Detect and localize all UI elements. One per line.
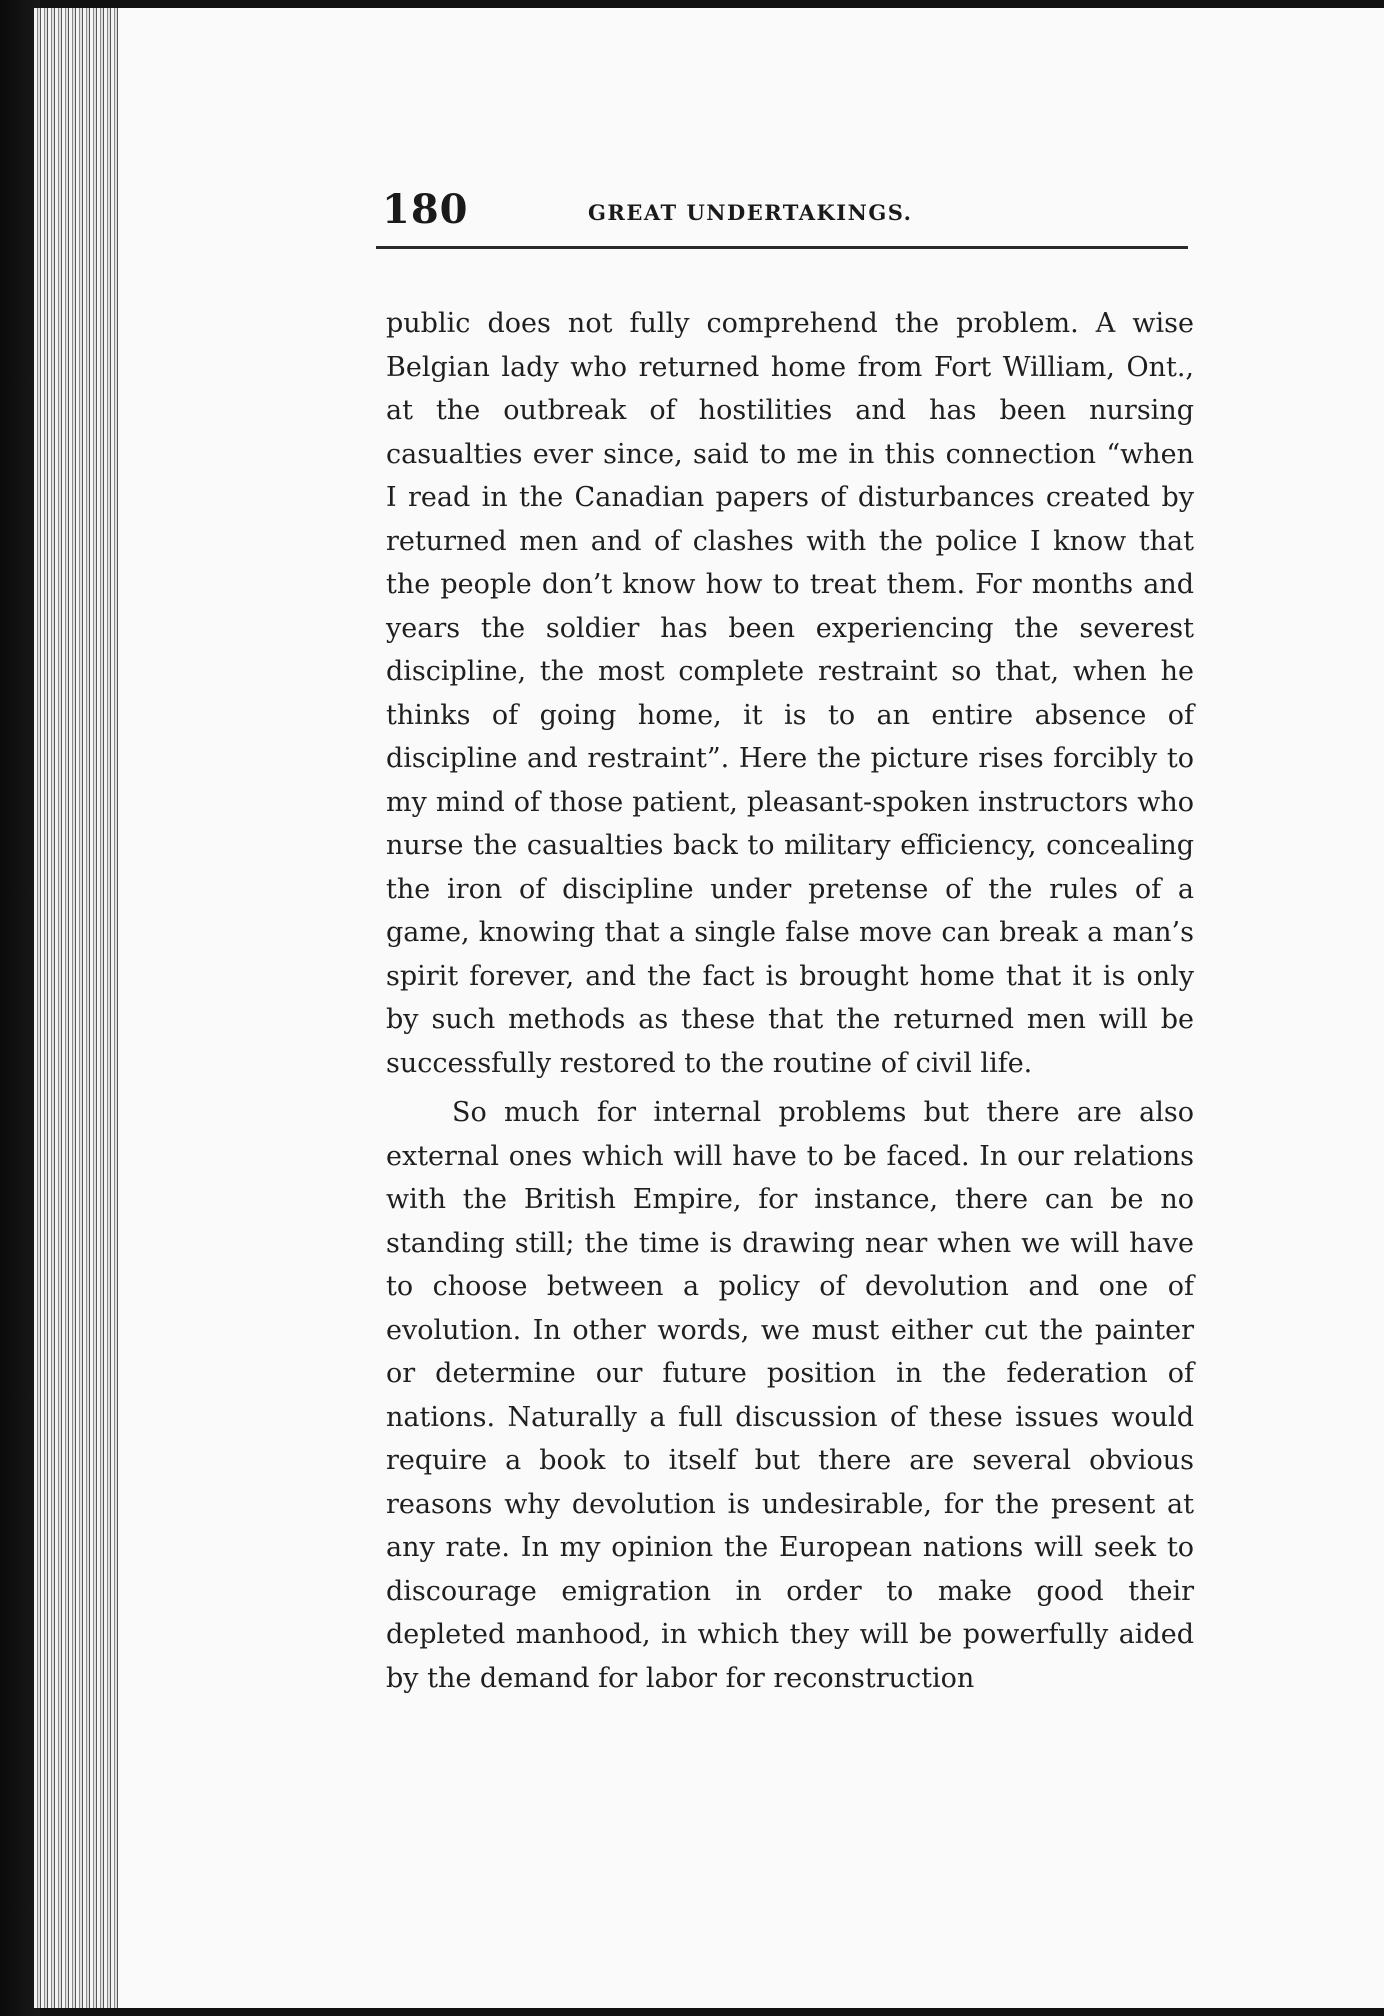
header-rule — [376, 246, 1188, 249]
running-head: GREAT UNDERTAKINGS. — [588, 200, 913, 225]
paragraph: So much for internal problems but there are also external ones which will have to be faced. In our relations with the British Empire, for instance, there can be no standing still; the time is drawing near when we will have to choose between a policy of devolution and one of evolution. In other words, we must either cut the painter or determine our future position in the federation of nations. Naturally a full discussion of these issues would require a book to itself but there are several obvious reasons why devolution is undesirable, for the present at any rate. In my opinion the European nations will seek to discourage emigration in order to make good their depleted manhood, in which they will be powerfully aided by the demand for labor for reconstruction — [386, 1097, 1194, 1694]
paragraph: public does not fully comprehend the problem. A wise Belgian lady who returned home from Fort William, Ont., at the outbreak of hostilities and has been nursing casualties ever since, said to me in this connection “when I read in the Canadian papers of disturbances created by returned men and of clashes with the police I know that the people don’t know how to treat them. For months and years the soldier has been experiencing the severest discipline, the most complete restraint so that, when he thinks of going home, it is to an entire absence of discipline and restraint”. Here the picture rises forcibly to my mind of those patient, pleasant-spoken instructors who nurse the casualties back to military efficiency, concealing the iron of discipline under pretense of the rules of a game, knowing that a single false move can break a man’s spirit forever, and the fact is brought home that it is only by such methods as these that the returned men will be successfully restored to the routine of civil life. — [386, 308, 1194, 1079]
body-text — [386, 302, 1194, 1700]
page-edges — [34, 8, 130, 2008]
page-number: 180 — [382, 186, 469, 233]
